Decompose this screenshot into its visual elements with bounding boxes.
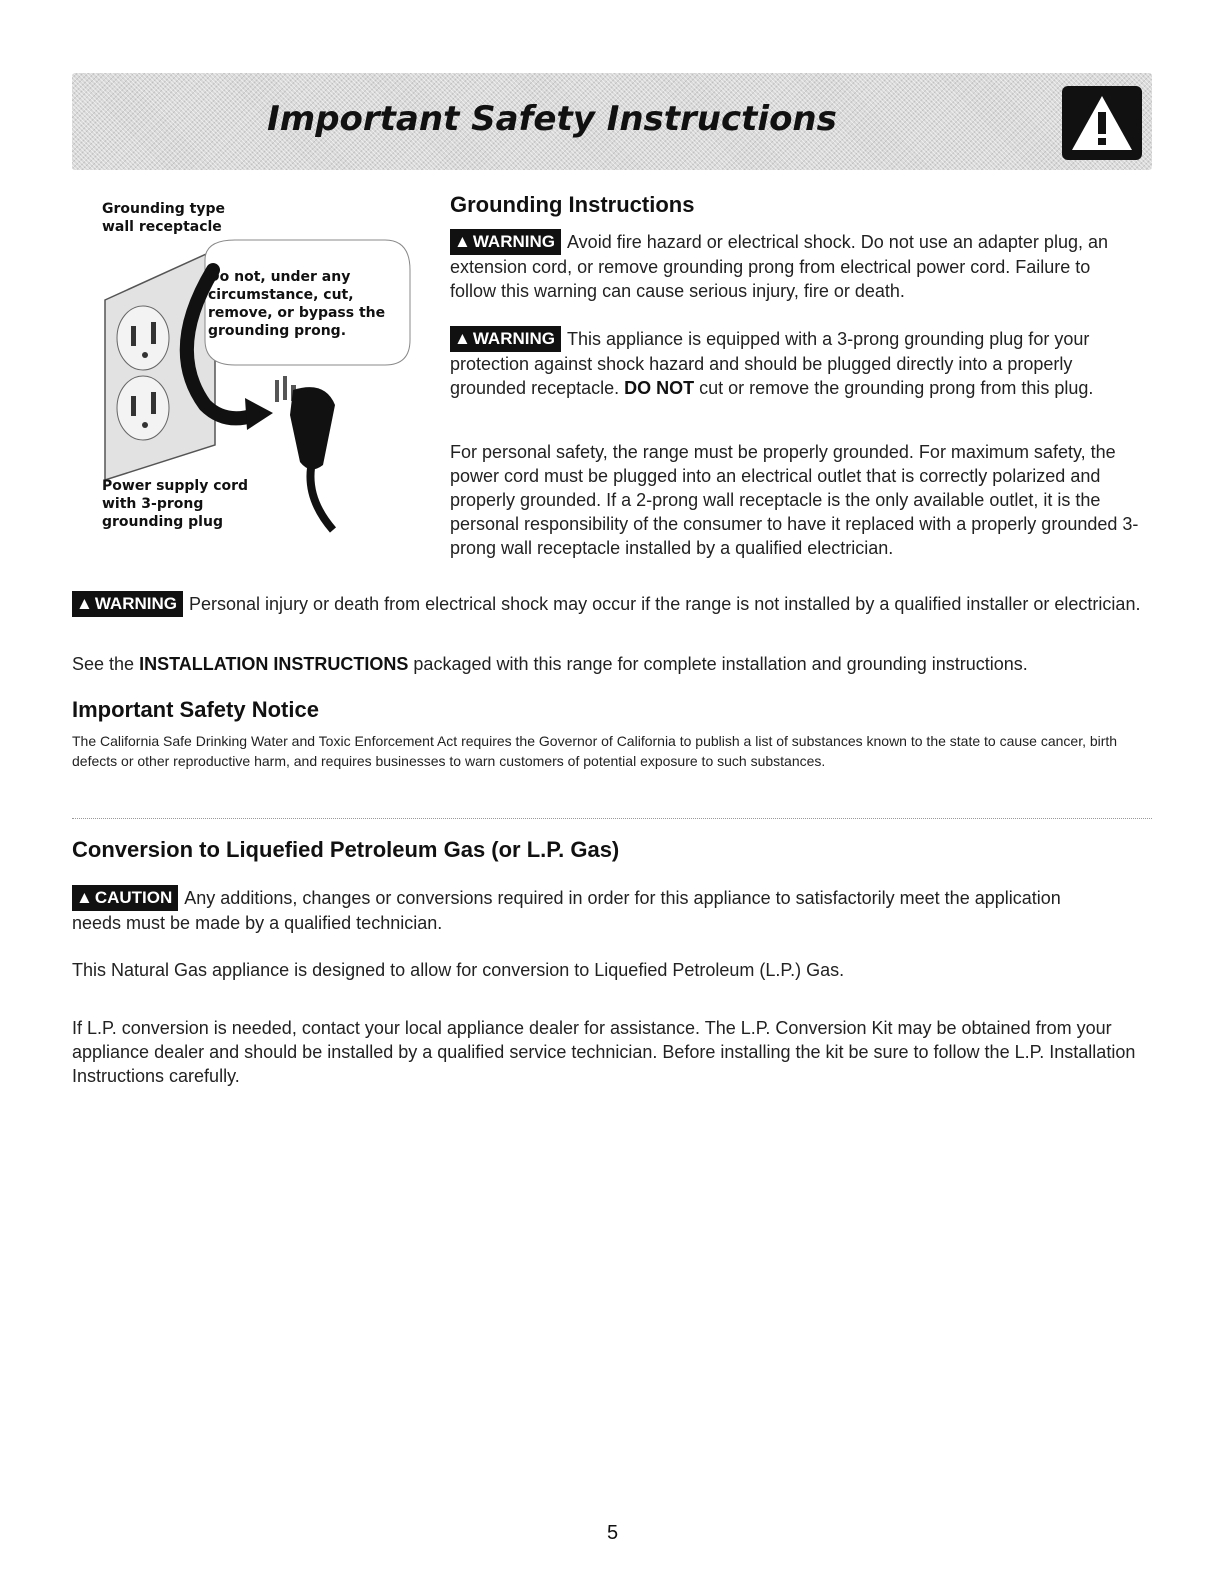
section-divider bbox=[72, 818, 1152, 819]
warning-badge: ▲ WARNING bbox=[450, 326, 561, 352]
warning-triangle-icon: ▲ bbox=[76, 888, 93, 907]
figure-caption-receptacle: Grounding type wall receptacle bbox=[102, 201, 225, 235]
warning-triangle-icon: ▲ bbox=[76, 594, 93, 613]
warning-badge: ▲ WARNING bbox=[72, 591, 183, 617]
lp-conversion-heading: Conversion to Liquefied Petroleum Gas (or L.P. Gas) bbox=[72, 837, 620, 862]
lp-paragraph-2: If L.P. conversion is needed, contact your local appliance dealer for assistance. The L.P. Conversion Kit may be obtained from your appliance dealer and should be installed by a qualified service technician. Before installing the kit be sure to follow the L.P. Installation Instructions carefully. bbox=[72, 1018, 1136, 1086]
installer-warning: ▲ WARNING Personal injury or death from electrical shock may occur if the range is not installed by a qualified installer or electrician. bbox=[72, 591, 1147, 617]
safety-notice-text: The California Safe Drinking Water and Toxic Enforcement Act requires the Governor of California to publish a list of substances known to the state to cause cancer, birth defects or other reproductive harm, and requires businesses to warn customers of potential exposure to such substances. bbox=[72, 733, 1118, 769]
lp-caution: ▲ CAUTION Any additions, changes or conversions required in order for this appliance to satisfactorily meet the application needs must be made by a qualified technician. bbox=[72, 885, 1112, 935]
warning-triangle-icon: ▲ bbox=[454, 232, 471, 251]
warning-badge: ▲ WARNING bbox=[450, 229, 561, 255]
grounding-warning-2: ▲ WARNING This appliance is equipped with a 3-prong grounding plug for your protection against shock hazard and should be plugged directly into a properly grounded receptacle. DO NOT cut or remove the grounding prong from this plug. bbox=[450, 326, 1140, 400]
page-title: Important Safety Instructions bbox=[267, 99, 837, 139]
see-installation-instructions: See the INSTALLATION INSTRUCTIONS packaged with this range for complete installation and grounding instructions. bbox=[72, 654, 1028, 674]
grounding-heading: Grounding Instructions bbox=[450, 192, 695, 217]
caution-badge: ▲ CAUTION bbox=[72, 885, 178, 911]
figure-caption-cord: Power supply cord with 3-prong grounding plug bbox=[102, 478, 249, 530]
warning-triangle-icon: ▲ bbox=[454, 329, 471, 348]
grounding-plug-icon bbox=[275, 376, 335, 530]
lp-paragraph-1: This Natural Gas appliance is designed to allow for conversion to Liquefied Petroleum (L.P.) Gas. bbox=[72, 960, 845, 980]
page-number: 5 bbox=[606, 1522, 619, 1544]
grounding-paragraph: For personal safety, the range must be properly grounded. For maximum safety, the power cord must be plugged into an electrical outlet that is correctly polarized and properly grounded. If a 2-prong wall receptacle is the only available outlet, it is the personal responsibility of the consumer to have it replaced with a properly grounded 3-prong wall receptacle installed by a qualified electrician. bbox=[450, 442, 1139, 558]
header-banner bbox=[72, 73, 1152, 170]
warning-triangle-icon bbox=[1062, 86, 1142, 160]
grounding-warning-1: ▲ WARNING Avoid fire hazard or electrical shock. Do not use an adapter plug, an extension cord, or remove grounding prong from electrical power cord. Failure to follow this warning can cause serious injury, fire or death. bbox=[450, 229, 1140, 303]
callout-text: Do not, under any circumstance, cut, remove, or bypass the grounding prong. bbox=[208, 269, 386, 339]
safety-notice-heading: Important Safety Notice bbox=[72, 697, 319, 722]
